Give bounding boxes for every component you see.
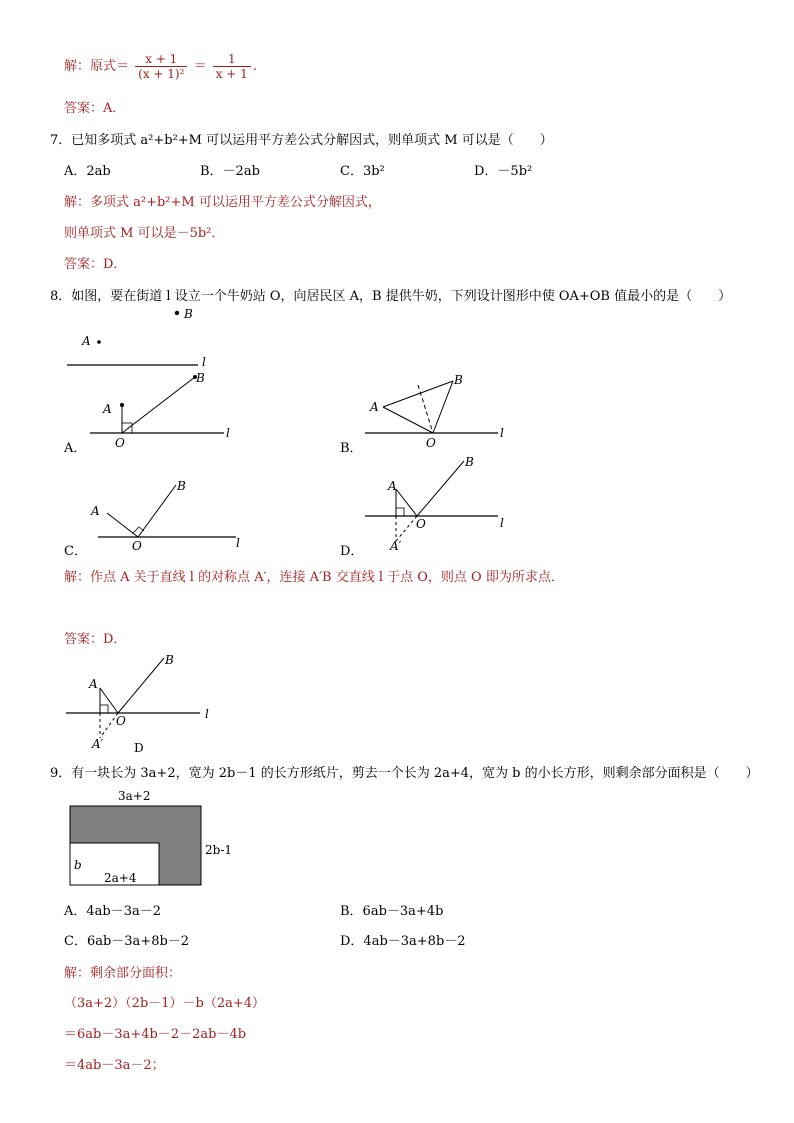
q7-option-d: D．－5b² — [474, 164, 533, 179]
label-a: A — [388, 479, 397, 493]
right-angle-mark — [100, 705, 108, 713]
equals-sign: ＝ — [193, 59, 207, 74]
q9-solution-line-4: ＝4ab－3a－2； — [64, 1058, 165, 1073]
label-b: B — [177, 479, 186, 493]
q8-figure-b — [340, 365, 530, 455]
right-angle-mark — [133, 527, 144, 533]
fraction-1 — [135, 52, 187, 81]
segment-ao — [396, 489, 417, 516]
label-l: l — [226, 426, 230, 440]
q8-option-c-label: C． — [64, 544, 87, 559]
segment-ob — [138, 485, 176, 537]
label-b: B — [184, 307, 193, 321]
q9-question: 9．有一块长为 3a+2，宽为 2b－1 的长方形纸片，剪去一个长为 2a+4，宽为 b 的小长方形，则剩余部分面积是（ ） — [50, 766, 759, 781]
label-o: O — [116, 714, 126, 728]
label-o: O — [416, 517, 426, 531]
q6-solution — [64, 52, 257, 81]
segment-ab — [383, 381, 453, 407]
q8-figure-a — [60, 365, 250, 455]
segment-ob — [433, 381, 453, 433]
q8-figure-d — [340, 453, 530, 553]
q6-solution-end: . — [252, 59, 257, 74]
right-angle-mark — [396, 508, 404, 516]
q6-solution-prefix: 解：原式＝ — [64, 59, 130, 74]
point-a-dot — [120, 403, 124, 407]
fraction-1-denominator: (x + 1)² — [138, 67, 185, 81]
fraction-2-numerator: 1 — [213, 52, 251, 67]
q9-figure — [60, 782, 260, 892]
segment-ao — [100, 688, 118, 713]
label-b: B — [465, 455, 474, 469]
q8-option-b-label: B． — [340, 441, 363, 456]
q9-solution-line-3: ＝6ab－3a+4b－2－2ab－4b — [64, 1027, 247, 1042]
segment-ao — [107, 513, 138, 537]
q9-option-a: A．4ab－3a－2 — [64, 904, 162, 919]
label-a: A — [103, 402, 112, 416]
q7-answer: 答案：D． — [64, 257, 127, 272]
fraction-1-numerator: x + 1 — [135, 52, 187, 67]
q8-answer: 答案：D． — [64, 632, 127, 647]
q7-option-a: A．2ab — [64, 164, 111, 179]
q7-question: 7．已知多项式 a²+b²+M 可以运用平方差公式分解因式，则单项式 M 可以是（ ） — [50, 133, 553, 148]
q8-option-d-label: D． — [340, 544, 364, 559]
label-o: O — [426, 436, 436, 450]
label-width: 2b-1 — [205, 843, 233, 857]
label-o: O — [132, 539, 142, 553]
label-b: B — [196, 371, 205, 385]
segment-ob — [122, 377, 195, 433]
label-a: A — [89, 677, 98, 691]
fraction-2-denominator: x + 1 — [215, 67, 248, 81]
q7-option-c: C．3b² — [340, 164, 385, 179]
label-l: l — [500, 516, 504, 530]
label-length: 3a+2 — [118, 789, 151, 803]
q7-option-b: B．－2ab — [200, 164, 260, 179]
q8-question: 8．如图，要在街道 l 设立一个牛奶站 O，向居民区 A，B 提供牛奶，下列设计图形中使 OA+OB 值最小的是（ ） — [50, 289, 732, 304]
segment-ao — [383, 407, 433, 433]
q7-solution-line-1: 解：多项式 a²+b²+M 可以运用平方差公式分解因式， — [64, 195, 381, 210]
label-inner-height: b — [74, 858, 82, 872]
q6-answer: 答案：A． — [64, 101, 126, 116]
fraction-2 — [213, 52, 251, 81]
label-a-prime: A′ — [92, 737, 104, 751]
q8-solution: 解：作点 A 关于直线 l 的对称点 A′，连接 A′B 交直线 l 于点 O，则点 O 即为所求点． — [64, 570, 564, 585]
point-b-dot — [175, 311, 179, 315]
q9-solution-line-1: 解：剩余部分面积： — [64, 966, 182, 981]
label-d: D — [134, 741, 144, 755]
q9-option-c: C．6ab－3a+8b－2 — [64, 934, 190, 949]
q9-solution-line-2: （3a+2）（2b－1）－b（2a+4） — [64, 996, 266, 1011]
label-l: l — [202, 355, 206, 369]
label-b: B — [454, 373, 463, 387]
q8-option-a-label: A． — [64, 441, 87, 456]
label-o: O — [115, 436, 125, 450]
q8-answer-figure — [60, 650, 260, 760]
segment-a-prime-o-dashed — [396, 516, 417, 541]
label-inner-length: 2a+4 — [104, 871, 137, 885]
label-a: A — [82, 334, 91, 348]
q9-option-b: B．6ab－3a+4b — [340, 904, 444, 919]
label-a-prime: A′ — [390, 539, 402, 553]
segment-ob — [118, 658, 164, 713]
label-a: A — [91, 504, 100, 518]
label-b: B — [165, 653, 174, 667]
q9-option-d: D．4ab－3a+8b－2 — [340, 934, 466, 949]
label-l: l — [500, 426, 504, 440]
label-l: l — [236, 536, 240, 550]
segment-ob — [417, 461, 464, 516]
perpendicular-dashed — [418, 385, 433, 433]
label-a: A — [370, 400, 379, 414]
q7-solution-line-2: 则单项式 M 可以是－5b²． — [64, 226, 225, 241]
label-l: l — [205, 707, 209, 721]
q8-figure-c — [60, 473, 250, 553]
point-a-dot — [97, 340, 101, 344]
